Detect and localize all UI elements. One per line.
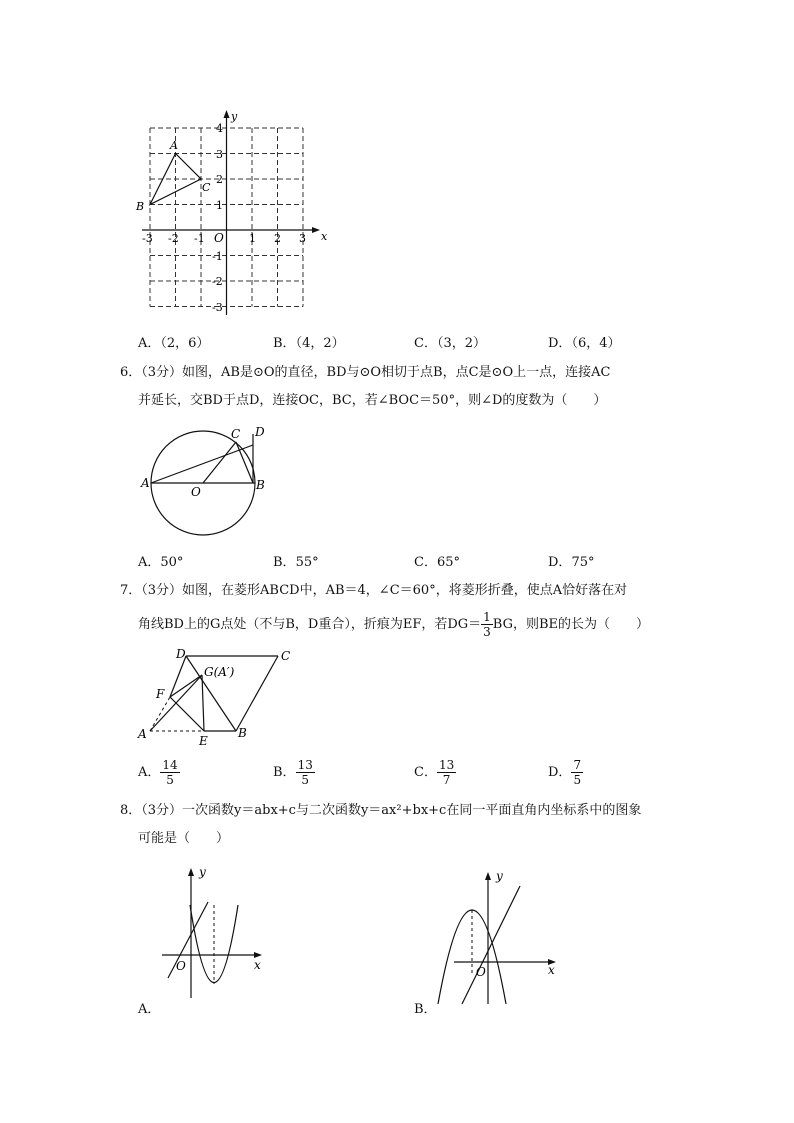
y-axis-label: y	[199, 865, 206, 879]
y-axis-arrow	[485, 872, 491, 880]
y-axis-arrow	[224, 110, 230, 118]
label-b: B	[256, 478, 265, 492]
label-d: D	[255, 425, 265, 439]
q7-stem-line1: 7．（3分）如图，在菱形ABCD中，AB＝4，∠C＝60°，将菱形折叠，使点A恰好落在对	[120, 583, 628, 598]
x-tick-label: -1	[194, 232, 205, 245]
q5-option-c[interactable]: C．（3，2）	[414, 336, 486, 351]
origin-label: O	[176, 959, 186, 973]
q8-stem-line1: 8．（3分）一次函数y＝abx+c与二次函数y＝ax²+bx+c在同一平面直角内坐标系中的图象	[120, 803, 642, 818]
y-tick-label: 4	[216, 122, 223, 135]
y-tick-label: 3	[216, 148, 223, 161]
segment-oc	[203, 442, 236, 483]
x-axis-label: x	[548, 963, 555, 977]
label-e: E	[199, 734, 208, 748]
origin-label: O	[476, 965, 486, 979]
x-axis-arrow	[312, 227, 320, 233]
label-c: C	[281, 649, 291, 663]
y-axis-arrow	[188, 868, 194, 876]
x-tick-label: 3	[299, 232, 306, 245]
q7-option-d[interactable]: D． $\frac{7}{5}$	[548, 758, 582, 787]
y-axis-label: y	[496, 869, 503, 883]
q7-option-b[interactable]: B． $\frac{13}{5}$	[273, 758, 313, 787]
q7-stem-line2: 角线BD上的G点处（不与B，D重合），折痕为EF，若DG＝ $\frac{1}{3}$ BG，则BE的长为（ ）	[138, 610, 650, 639]
point-a-label: A	[170, 139, 178, 152]
label-f: F	[156, 687, 165, 701]
origin-label: O	[214, 231, 224, 245]
y-axis-label: y	[231, 110, 238, 123]
y-tick-label: -1	[212, 250, 223, 263]
x-tick-label: 1	[249, 232, 256, 245]
point-c-label: C	[202, 181, 211, 194]
q6-option-d[interactable]: D．75°	[548, 555, 595, 570]
q5-coordinate-grid	[128, 100, 338, 320]
q8-option-b[interactable]: B．	[414, 1002, 437, 1017]
segment-ag	[150, 675, 202, 731]
y-tick-label: 2	[216, 173, 223, 186]
label-a: A	[138, 727, 147, 741]
q7-option-c[interactable]: C． $\frac{13}{7}$	[414, 758, 455, 787]
q7-fraction: $\frac{1}{3}$	[483, 610, 491, 639]
x-tick-label: -2	[168, 232, 179, 245]
x-axis-label: x	[254, 958, 261, 972]
y-tick-label: 1	[216, 199, 223, 212]
crease-ef	[170, 697, 204, 731]
label-o: O	[191, 485, 201, 499]
point-b-label: B	[136, 200, 145, 213]
label-b: B	[238, 726, 247, 740]
q6-option-c[interactable]: C．65°	[414, 555, 460, 570]
q6-option-a[interactable]: A．50°	[138, 555, 184, 570]
x-tick-label: -3	[142, 232, 153, 245]
q6-circle-figure	[138, 420, 278, 540]
label-d: D	[176, 647, 186, 661]
x-tick-label: 2	[274, 232, 281, 245]
dashed-af	[150, 697, 170, 731]
q6-stem-line1: 6．（3分）如图，AB是⊙O的直径，BD与⊙O相切于点B，点C是⊙O上一点，连接AC	[120, 365, 611, 380]
q7-rhombus-figure	[132, 645, 302, 753]
line-ad	[151, 445, 253, 483]
q5-option-a[interactable]: A．（2，6）	[138, 336, 210, 351]
label-g-prime: G(A′)	[204, 665, 235, 679]
q8-stem-line2: 可能是（ ）	[138, 831, 230, 846]
q8-option-a[interactable]: A．	[138, 1002, 161, 1017]
q8-graph-b[interactable]	[428, 866, 568, 1006]
linear-function	[168, 902, 208, 978]
q6-stem-line2: 并延长，交BD于点D，连接OC，BC，若∠BOC＝50°，则∠D的度数为（ ）	[138, 393, 607, 408]
q7-option-a[interactable]: A． $\frac{14}{5}$	[138, 758, 178, 787]
segment-bc	[236, 656, 278, 731]
q5-option-b[interactable]: B．（4，2）	[273, 336, 345, 351]
y-tick-label: -3	[212, 301, 223, 314]
label-a: A	[141, 476, 150, 490]
x-axis-label: x	[321, 230, 328, 243]
q8-graph-a[interactable]	[150, 860, 280, 1000]
y-tick-label: -2	[212, 275, 223, 288]
q6-option-b[interactable]: B．55°	[273, 555, 319, 570]
label-c: C	[231, 427, 241, 441]
q5-option-d[interactable]: D．（6，4）	[548, 336, 621, 351]
linear-function	[462, 886, 520, 1004]
